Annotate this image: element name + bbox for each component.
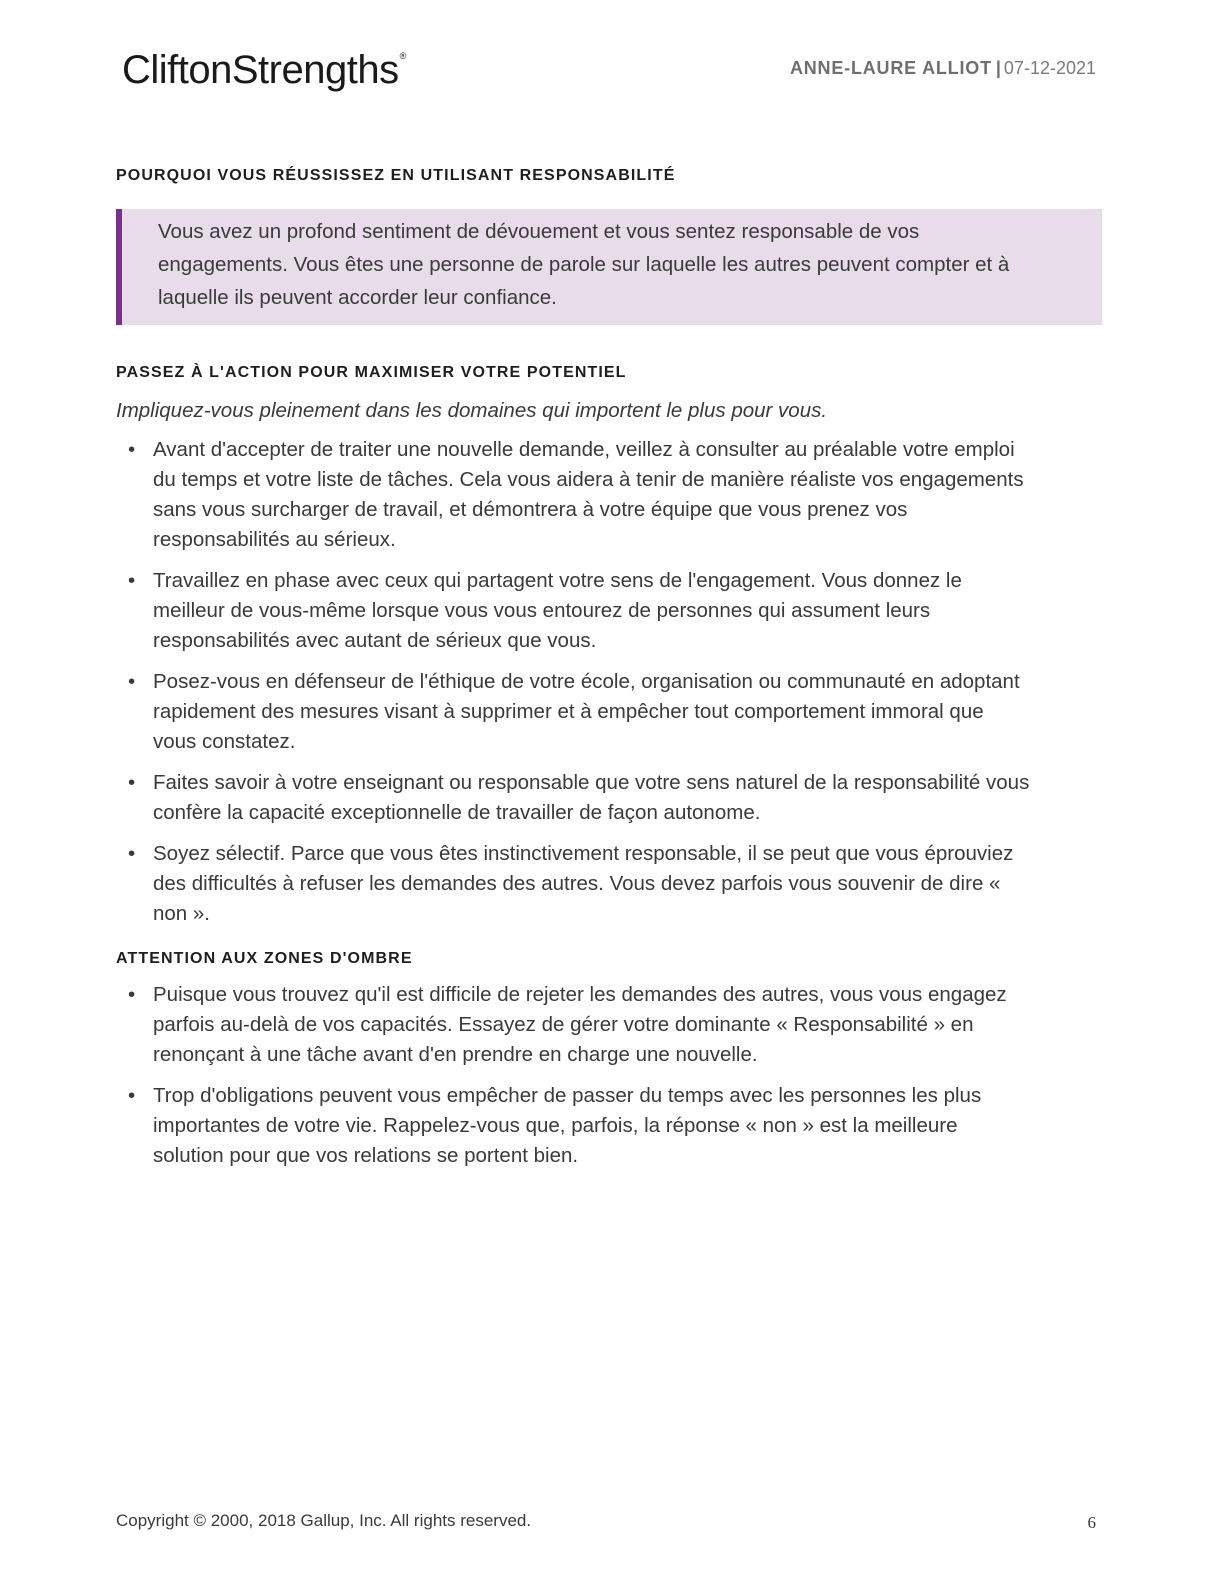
- list-item-text: Trop d'obligations peuvent vous empêcher de passer du temps avec les personnes les plus importantes de votre vie. Rappelez-vous que, parfois, la réponse « non » est la meilleure solution pour que vos relations se portent bien.: [153, 1084, 982, 1168]
- action-intro: Impliquez-vous pleinement dans les domaines qui importent le plus pour vous.: [116, 399, 828, 423]
- list-item: [116, 435, 1102, 555]
- section-title-why: POURQUOI VOUS RÉUSSISSEZ EN UTILISANT RESPONSABILITÉ: [116, 167, 676, 184]
- bullet-icon: •: [128, 983, 136, 1007]
- page-number: 6: [1087, 1513, 1096, 1532]
- person-name: ANNE-LAURE ALLIOT: [789, 58, 992, 78]
- copyright-notice: Copyright © 2000, 2018 Gallup, Inc. All rights reserved.: [116, 1511, 532, 1530]
- bullet-icon: •: [128, 1084, 136, 1108]
- bullet-icon: •: [128, 569, 136, 593]
- section-why-succeed: [116, 166, 1102, 325]
- bullet-icon: •: [128, 670, 136, 694]
- list-item-text: Soyez sélectif. Parce que vous êtes instinctivement responsable, il se peut que vous éprouviez des difficultés à refuser les demandes des autres. Vous devez parfois vous souvenir de dire « non ».: [153, 842, 1014, 926]
- list-item-text: Avant d'accepter de traiter une nouvelle demande, veillez à consulter au préalable votre emploi du temps et votre liste de tâches. Cela vous aidera à tenir de manière réaliste vos engagements sans vous surcharger de travail, et démontrera à votre équipe que vous prenez vos responsabilités au sérieux.: [153, 438, 1024, 552]
- list-item: [116, 1081, 1102, 1171]
- list-item-text: Puisque vous trouvez qu'il est difficile de rejeter les demandes des autres, vous vous engagez parfois au-delà de vos capacités. Essayez de gérer votre dominante « Responsabilité » en renonçant à une tâche avant d'en prendre en charge une nouvelle.: [153, 983, 1007, 1067]
- theme-description: Vous avez un profond sentiment de dévouement et vous sentez responsable de vos engagements. Vous êtes une personne de parole sur laquelle les autres peuvent compter et à laquelle ils peuvent accorder leur confiance.: [158, 220, 1010, 310]
- list-item: [116, 768, 1102, 828]
- list-item-text: Travaillez en phase avec ceux qui partagent votre sens de l'engagement. Vous donnez le meilleur de vous-même lorsque vous vous entourez de personnes qui assument leurs responsabilités avec autant de sérieux que vous.: [153, 569, 962, 653]
- list-item-text: Faites savoir à votre enseignant ou responsable que votre sens naturel de la responsabilité vous confère la capacité exceptionnelle de travailler de façon autonome.: [153, 771, 1030, 825]
- cliftonstrengths-logo: [122, 50, 406, 90]
- report-header-info: [790, 58, 1096, 80]
- logo-text: CliftonStrengths: [122, 48, 399, 92]
- blindspots-list: [116, 980, 1102, 1171]
- page-content: [116, 166, 1102, 1182]
- section-take-action: [116, 363, 1102, 929]
- bullet-icon: •: [128, 771, 136, 795]
- list-item: [116, 839, 1102, 929]
- bullet-icon: •: [128, 842, 136, 866]
- action-list: [116, 435, 1102, 929]
- list-item: [116, 667, 1102, 757]
- report-date: 07-12-2021: [1003, 58, 1096, 78]
- list-item: [116, 566, 1102, 656]
- bullet-icon: •: [128, 438, 136, 462]
- list-item: [116, 980, 1102, 1070]
- theme-description-box: [116, 209, 1102, 325]
- section-title-blindspots: ATTENTION AUX ZONES D'OMBRE: [116, 950, 413, 968]
- list-item-text: Posez-vous en défenseur de l'éthique de votre école, organisation ou communauté en adoptant rapidement des mesures visant à supprimer et à empêcher tout comportement immoral que vous constatez.: [153, 670, 1020, 754]
- section-blind-spots: [116, 949, 1102, 1171]
- header-separator: |: [995, 58, 1001, 78]
- section-title-action: PASSEZ À L'ACTION POUR MAXIMISER VOTRE POTENTIEL: [116, 364, 627, 382]
- registered-mark: ®: [399, 51, 406, 61]
